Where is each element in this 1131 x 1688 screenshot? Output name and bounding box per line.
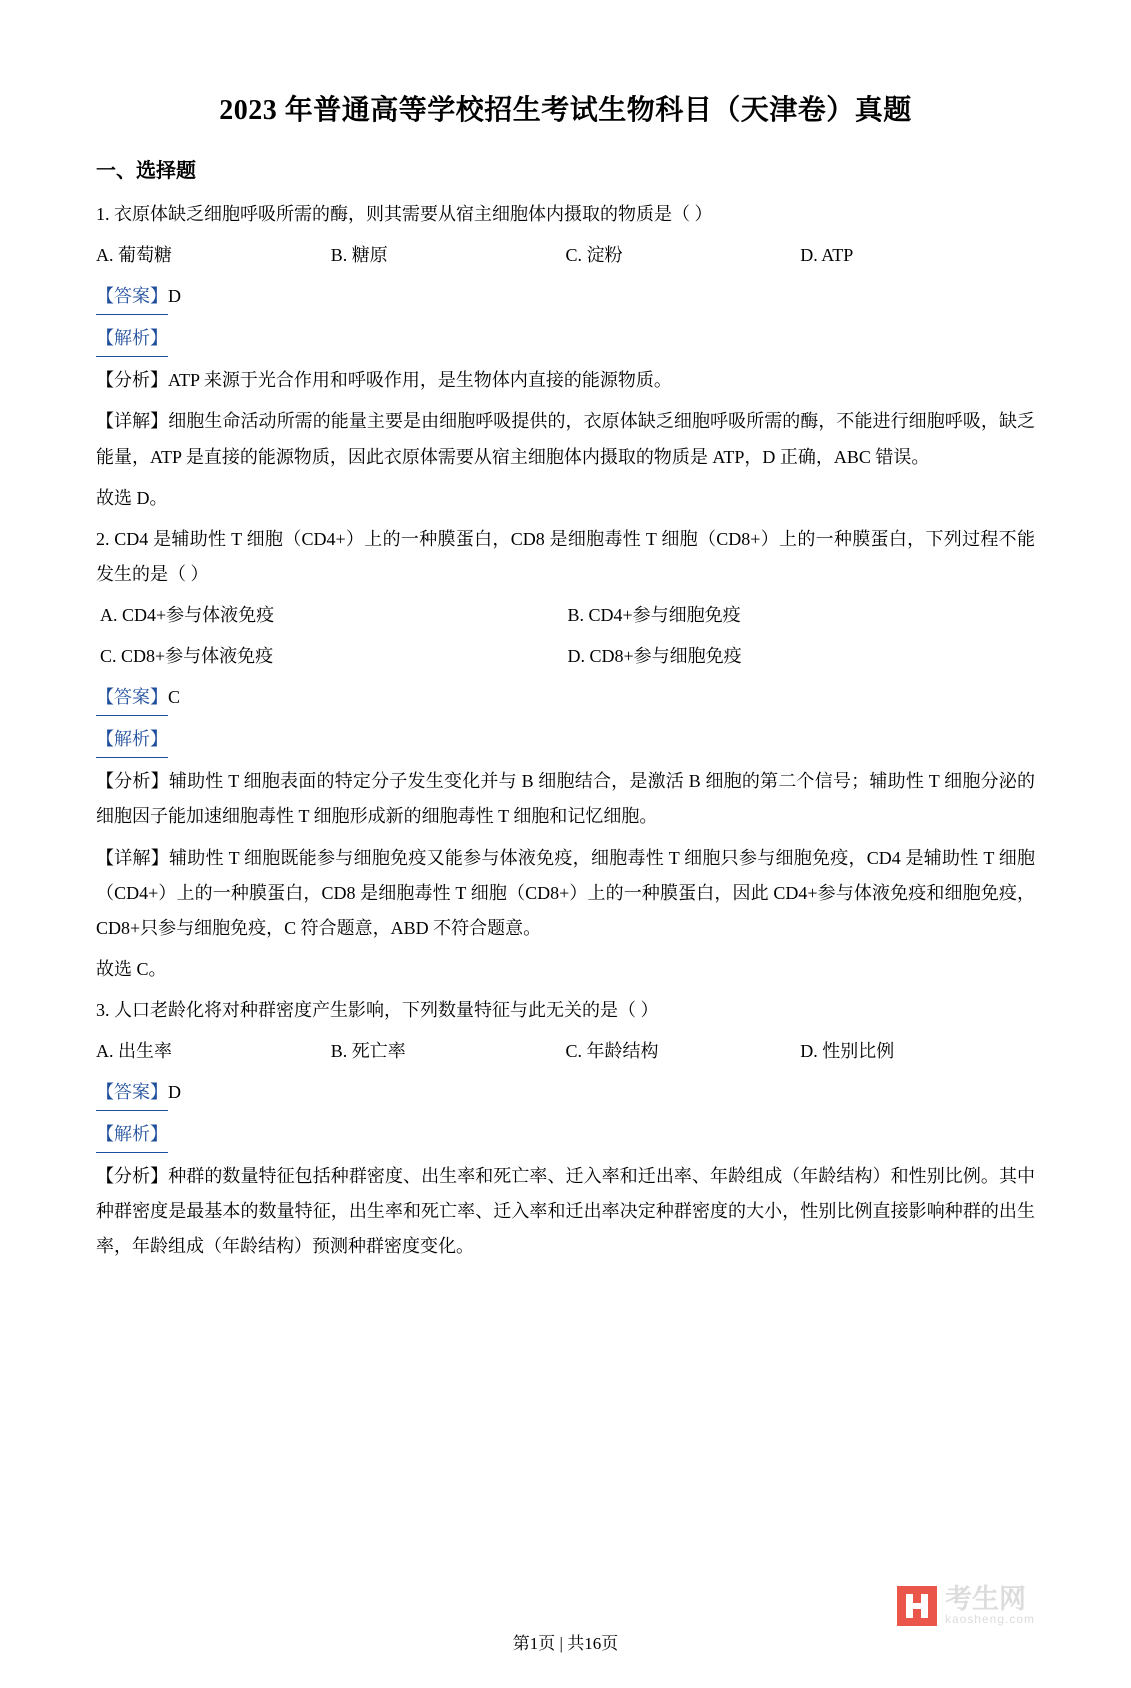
analysis-conclusion [96, 481, 1035, 516]
paragraph-text: 故选 C。 [96, 958, 167, 979]
kaosheng-logo-icon [897, 1586, 937, 1626]
analysis-conclusion [96, 952, 1035, 987]
watermark-text [945, 1585, 1035, 1626]
answer-tag: 【答案】 [96, 680, 168, 716]
option-d[interactable]: D. CD8+参与细胞免疫 [567, 646, 742, 667]
option-d[interactable]: D. 性别比例 [800, 1040, 895, 1061]
analysis-line [96, 722, 1035, 758]
paragraph-tag: 【分析】 [96, 771, 169, 792]
option-a[interactable]: A. 葡萄糖 [96, 245, 172, 266]
question-options [96, 598, 1035, 633]
question-options [96, 238, 1035, 273]
option-a[interactable]: A. 出生率 [96, 1040, 172, 1061]
option-a[interactable]: A. CD4+参与体液免疫 [100, 604, 275, 625]
option-b[interactable]: B. 死亡率 [330, 1040, 406, 1061]
paragraph-text: 辅助性 T 细胞既能参与细胞免疫又能参与体液免疫，细胞毒性 T 细胞只参与细胞免疫，CD4 是辅助性 T 细胞（CD4+）上的一种膜蛋白，CD8 是细胞毒性 T 细胞（CD8+）上的一种膜蛋白，因此 CD4+参与体液免疫和细胞免疫，CD8+只参与细胞免疫，C 符合题意，ABD 不符合题意。 [96, 847, 1036, 938]
question-stem: 2. CD4 是辅助性 T 细胞（CD4+）上的一种膜蛋白，CD8 是细胞毒性 T 细胞（CD8+）上的一种膜蛋白，下列过程不能发生的是（ ） [96, 528, 1035, 584]
page-title: 2023 年普通高等学校招生考试生物科目（天津卷）真题 [219, 95, 912, 126]
analysis-paragraph [96, 404, 1035, 474]
question-block [96, 993, 1035, 1265]
option-c[interactable]: C. 淀粉 [565, 245, 623, 266]
answer-line [96, 680, 1035, 716]
paragraph-text: ATP 来源于光合作用和呼吸作用，是生物体内直接的能源物质。 [168, 370, 672, 391]
question-block [96, 197, 1035, 516]
page-footer: 第1页 | 共16页 [512, 1634, 619, 1653]
paragraph-tag: 【详解】 [96, 411, 169, 432]
analysis-line [96, 321, 1035, 357]
question-block [96, 522, 1035, 987]
option-d[interactable]: D. ATP [800, 245, 854, 266]
option-b[interactable]: B. CD4+参与细胞免疫 [567, 604, 741, 625]
analysis-tag: 【解析】 [96, 722, 168, 758]
analysis-paragraph [96, 363, 1035, 398]
watermark [897, 1585, 1035, 1626]
question-options [96, 1034, 1035, 1069]
answer-tag: 【答案】 [96, 279, 168, 315]
answer-line [96, 279, 1035, 315]
question-stem: 3. 人口老龄化将对种群密度产生影响，下列数量特征与此无关的是（ ） [96, 999, 659, 1020]
document-page [0, 88, 1131, 1688]
analysis-paragraph [96, 1159, 1035, 1264]
answer-value: D [168, 286, 181, 307]
question-options [96, 639, 1035, 674]
paragraph-tag: 【分析】 [96, 1166, 169, 1187]
option-c[interactable]: C. CD8+参与体液免疫 [100, 646, 274, 667]
analysis-paragraph [96, 764, 1035, 834]
paragraph-text: 细胞生命活动所需的能量主要是由细胞呼吸提供的，衣原体缺乏细胞呼吸所需的酶，不能进行细胞呼吸，缺乏能量，ATP 是直接的能源物质，因此衣原体需要从宿主细胞体内摄取的物质是 ATP，D 正确，ABC 错误。 [96, 411, 1036, 467]
watermark-main: 考生网 [944, 1584, 1026, 1615]
analysis-line [96, 1117, 1035, 1153]
paragraph-text: 辅助性 T 细胞表面的特定分子发生变化并与 B 细胞结合，是激活 B 细胞的第二个信号；辅助性 T 细胞分泌的细胞因子能加速细胞毒性 T 细胞形成新的细胞毒性 T 细胞和记忆细胞。 [96, 771, 1036, 827]
answer-line [96, 1075, 1035, 1111]
watermark-sub: kaosheng.com [944, 1612, 1035, 1627]
answer-value: C [168, 687, 181, 708]
paragraph-tag: 【详解】 [96, 847, 170, 868]
question-stem: 1. 衣原体缺乏细胞呼吸所需的酶，则其需要从宿主细胞体内摄取的物质是（ ） [96, 204, 713, 224]
analysis-tag: 【解析】 [96, 1117, 168, 1153]
answer-tag: 【答案】 [96, 1075, 168, 1111]
analysis-paragraph [96, 841, 1035, 946]
analysis-tag: 【解析】 [96, 321, 168, 357]
answer-value: D [168, 1082, 181, 1103]
paragraph-text: 故选 D。 [96, 487, 168, 508]
option-b[interactable]: B. 糖原 [330, 245, 388, 266]
section-heading: 一、选择题 [96, 160, 196, 182]
paragraph-text: 种群的数量特征包括种群密度、出生率和死亡率、迁入率和迁出率、年龄组成（年龄结构）和性别比例。其中种群密度是最基本的数量特征，出生率和死亡率、迁入率和迁出率决定种群密度的大小，性别比例直接影响种群的出生率，年龄组成（年龄结构）预测种群密度变化。 [96, 1166, 1036, 1257]
option-c[interactable]: C. 年龄结构 [565, 1040, 659, 1061]
paragraph-tag: 【分析】 [96, 370, 168, 391]
